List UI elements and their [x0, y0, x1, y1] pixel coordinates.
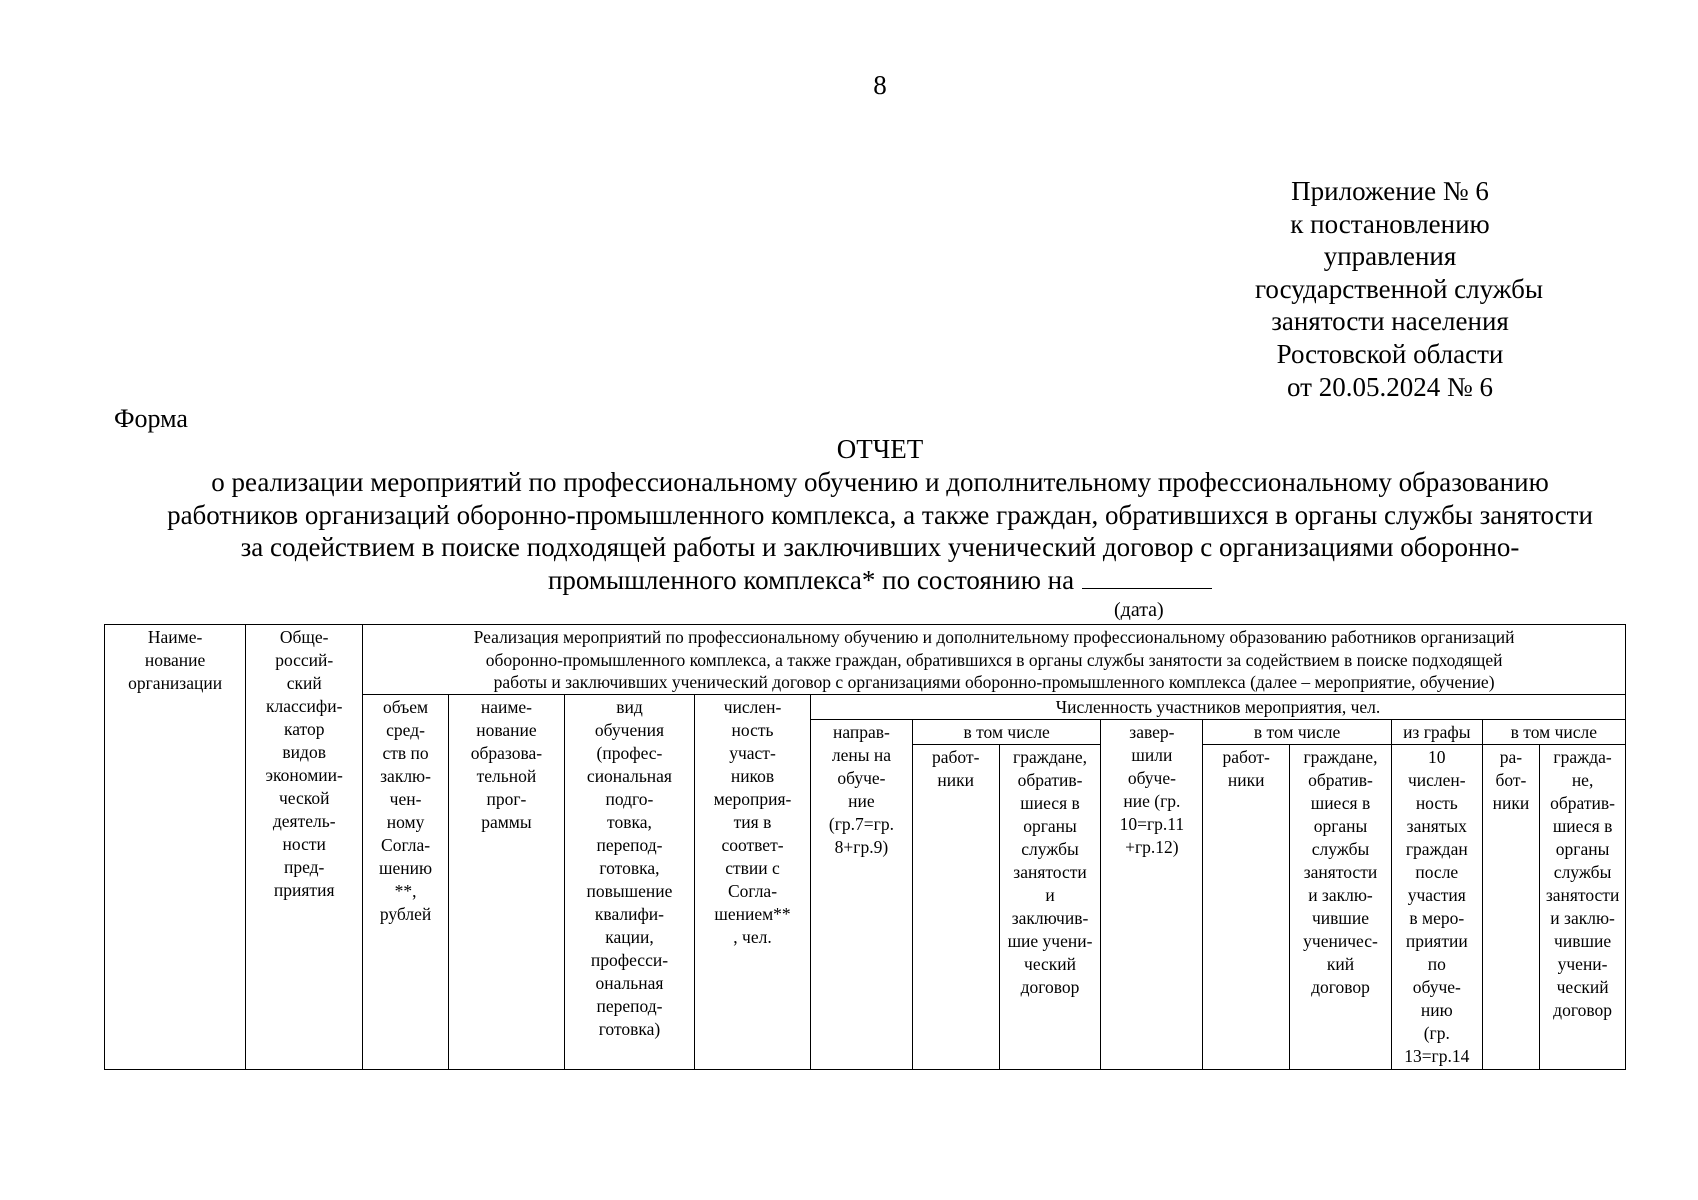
- report-subtitle-line: о реализации мероприятий по профессиональному обучению и дополнительному профессиональному образованию: [211, 467, 1549, 497]
- report-title: ОТЧЕТ: [836, 434, 924, 464]
- header-okved: [246, 625, 363, 1070]
- header-program-name: [448, 694, 564, 1070]
- header-org-name: [105, 625, 246, 1070]
- header-including-1: [912, 719, 1101, 744]
- header-including-3: [1482, 719, 1625, 744]
- appendix-line: государственной службы: [1255, 273, 1543, 304]
- header-participants-group-text: Численность участников мероприятия, чел.: [1055, 696, 1381, 717]
- appendix-block: [1255, 175, 1543, 403]
- header-funds-volume-text: объем сред- ств по заклю- чен- ному Согла- шению **, рублей: [379, 696, 433, 924]
- header-citizens-1: [999, 744, 1101, 1070]
- date-caption: (дата): [1114, 599, 1164, 621]
- form-label: Форма: [114, 404, 188, 433]
- header-funds-volume: [363, 694, 449, 1070]
- header-employed-count: [1391, 744, 1482, 1070]
- header-participants-count: [695, 694, 811, 1070]
- header-program-name-text: наиме- нование образова- тельной прог- раммы: [470, 696, 543, 832]
- appendix-line: Ростовской области: [1276, 338, 1504, 369]
- header-completed-training-text: завер- шили обуче- ние (гр. 10=гр.11 +гр.12): [1119, 721, 1185, 857]
- header-workers-2-text: работ- ники: [1222, 746, 1270, 790]
- header-citizens-2-text: граждане, обратив- шиеся в органы службы занятости и заклю- чившие ученичес- кий договор: [1303, 746, 1378, 997]
- header-citizens-3-text: гражда- не, обратив- шиеся в органы службы занятости и заклю- чившие учени- ческий договор: [1545, 746, 1620, 1020]
- report-subtitle-line: за содействием в поиске подходящей работы и заключивших ученический договор с организациями оборонно-: [240, 532, 1520, 562]
- header-workers-3-text: ра- бот- ники: [1492, 746, 1530, 813]
- header-okved-text: Обще- россий- ский классифи- катор видов экономии- ческой деятель- ности пред- приятия: [265, 627, 343, 900]
- header-citizens-2: [1290, 744, 1392, 1070]
- header-participants-group: [811, 694, 1626, 719]
- header-measures-group-text: Реализация мероприятий по профессиональному обучению и дополнительному профессиональному образованию работников организаций оборонно-промышленного комплекса, а также граждан, обратившихся в органы службы занятости за содействием в поиске подходящей работы и заключивших ученический договор с организациями оборонно-промышленного комплекса (далее – мероприятие, обучение): [473, 627, 1515, 692]
- header-workers-1: [912, 744, 999, 1070]
- date-blank-line[interactable]: [1082, 566, 1212, 589]
- report-subtitle-line: работников организаций оборонно-промышленного комплекса, а также граждан, обратившихся в органы службы занятости: [167, 499, 1593, 530]
- header-workers-1-text: работ- ники: [932, 746, 980, 790]
- header-sent-to-training-text: направ- лены на обуче- ние (гр.7=гр. 8+гр.9): [828, 721, 894, 857]
- header-participants-count-text: числен- ность участ- ников мероприя- тия в соответ- ствии с Согла- шением** , чел.: [713, 696, 792, 947]
- report-subtitle-last-text: промышленного комплекса* по состоянию на: [547, 564, 1075, 595]
- header-sent-to-training: [811, 719, 913, 1070]
- appendix-line: от 20.05.2024 № 6: [1287, 371, 1493, 402]
- report-subtitle-last-line: [110, 564, 1650, 597]
- header-workers-2: [1203, 744, 1290, 1070]
- header-citizens-1-text: граждане, обратив- шиеся в органы службы занятости и заключив- шие учени- ческий договор: [1007, 746, 1093, 997]
- header-employed-count-text: 10 числен- ность занятых граждан после участия в меро- приятии по обуче- нию (гр. 13=гр.14: [1404, 746, 1470, 1066]
- header-including-3-text: в том числе: [1510, 721, 1598, 742]
- report-form-table: [104, 624, 1626, 1070]
- header-citizens-3: [1540, 744, 1626, 1070]
- appendix-line: Приложение № 6: [1291, 176, 1489, 206]
- header-from-column: [1391, 719, 1482, 744]
- report-subtitle: [110, 466, 1650, 596]
- header-measures-group: [363, 625, 1626, 695]
- appendix-line: управления: [1323, 241, 1457, 272]
- header-training-type-text: вид обучения (профес- сиональная подго- товка, перепод- готовка, повышение квалифи- кации, професси- ональная перепод- готовка): [586, 696, 673, 1039]
- header-including-1-text: в том числе: [963, 721, 1050, 742]
- page-number: 8: [873, 70, 887, 100]
- header-including-2: [1203, 719, 1392, 744]
- header-workers-3: [1482, 744, 1539, 1070]
- appendix-line: занятости населения: [1271, 306, 1509, 337]
- header-org-name-text: Наиме- нование организации: [128, 627, 223, 693]
- appendix-line: к постановлению: [1290, 208, 1490, 239]
- header-completed-training: [1101, 719, 1203, 1070]
- header-training-type: [564, 694, 694, 1070]
- header-including-2-text: в том числе: [1253, 721, 1341, 742]
- header-from-column-text: из графы: [1403, 721, 1471, 742]
